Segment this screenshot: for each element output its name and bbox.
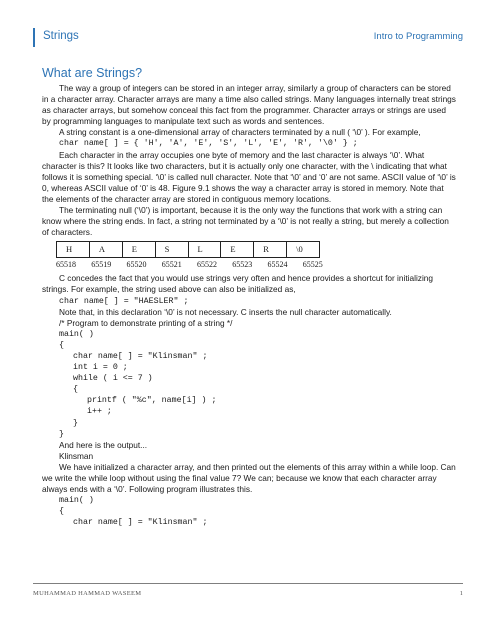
code-line: {: [73, 385, 78, 395]
code-line: {: [59, 507, 64, 517]
memory-cells: [56, 241, 320, 258]
memory-figure: [56, 241, 456, 269]
memory-cell: \0: [296, 244, 303, 255]
memory-address: 65518: [56, 260, 76, 270]
memory-cell: E: [123, 242, 156, 257]
paragraph-intro: The way a group of integers can be stored in an integer array, similarly a group of characters can be stored in a character array. Character arrays are many a time also called strings. Many languages internally treat strings as character arrays, but somehow conceal this fact from the programmer. Character arrays or strings are used by programming languages to manipulate text such as words and sentences.: [42, 83, 456, 127]
memory-address: 65524: [267, 260, 288, 270]
program-comment: /* Program to demonstrate printing of a string */: [59, 317, 233, 328]
paragraph-null-character: Each character in the array occupies one byte of memory and the last character is always ‘\0’. What character is this? It looks like two characters, but it is actually only one character, with the \ indicating that what follows it is something special. ‘\0’ is called null character. Note that ‘\0’ and ‘0’ are not same. ASCII value of ‘\0’ is 0, whereas ASCII value of ‘0’ is 48. Figure 9.1 shows the way a character array is stored in memory. Note that the elements of the character array are stored in contiguous memory locations.: [42, 149, 456, 204]
paragraph-terminating-null: The terminating null (‘\0’) is important, because it is the only way the functions that work with a string can know where the string ends. In fact, a string not terminated by a ‘\0’ is not really a string, but merely a collection of characters.: [42, 205, 449, 238]
page-header: [33, 28, 463, 48]
memory-cell: E: [221, 242, 254, 257]
code-line: printf ( "%c", name[i] ) ;: [87, 396, 217, 406]
memory-addresses: [56, 260, 338, 269]
paragraph-string-constant: A string constant is a one-dimensional array of characters terminated by a null ( ‘\0’ ). For example,: [59, 127, 421, 138]
footer-author: MUHAMMAD HAMMAD WASEEM: [33, 590, 142, 597]
code-line: }: [59, 429, 64, 439]
paragraph-null-note: Note that, in this declaration ‘\0’ is not necessary. C inserts the null character automatically.: [59, 306, 392, 317]
header-course-title: Intro to Programming: [373, 31, 463, 42]
code-program-2: [42, 495, 456, 528]
memory-address: 65523: [232, 260, 253, 270]
code-line: while ( i <= 7 ): [73, 374, 153, 384]
code-line: main( ): [59, 329, 94, 339]
header-accent-bar: [33, 28, 35, 47]
code-char-array: char name[ ] = { 'H', 'A', 'E', 'S', 'L', 'E', 'R', '\0' } ;: [59, 139, 358, 149]
paragraph-shortcut: C concedes the fact that you would use strings very often and hence provides a shortcut for initializing strings. For example, the string used above can also be initialized as,: [42, 273, 434, 295]
code-line: main( ): [59, 496, 94, 506]
memory-address: 65522: [197, 260, 217, 270]
page-number: 1: [459, 590, 463, 597]
paragraph-while-loop: We have initialized a character array, and then printed out the elements of this array within a while loop. Can we write the while loop without using the final value 7? We can; because we know that each character array always ends with a ‘\0’. Following program illustrates this.: [42, 461, 456, 495]
code-line: {: [59, 340, 64, 350]
code-line: int i = 0 ;: [73, 363, 128, 373]
memory-address: 65525: [302, 260, 323, 270]
code-line: char name[ ] = "Klinsman" ;: [73, 351, 208, 361]
program-output: Klinsman: [59, 450, 94, 461]
code-program-1: [42, 329, 456, 440]
document-body: [42, 66, 456, 528]
memory-cell: R: [254, 242, 287, 257]
section-heading: What are Strings?: [42, 66, 143, 80]
footer-divider: [33, 583, 463, 584]
code-line: i++ ;: [87, 407, 112, 417]
paragraph-output-label: And here is the output...: [59, 439, 148, 450]
memory-cell: L: [189, 242, 222, 257]
memory-address: 65521: [161, 260, 182, 270]
memory-cell: H: [57, 242, 90, 257]
code-line: }: [73, 418, 78, 428]
memory-address: 65519: [91, 260, 112, 270]
memory-cell: A: [90, 242, 123, 257]
header-chapter-title: Strings: [43, 30, 79, 42]
code-line: char name[ ] = "Klinsman" ;: [73, 518, 208, 528]
memory-cell: S: [156, 242, 189, 257]
memory-address: 65520: [126, 260, 147, 270]
code-string-init: char name[ ] = "HAESLER" ;: [59, 296, 189, 306]
